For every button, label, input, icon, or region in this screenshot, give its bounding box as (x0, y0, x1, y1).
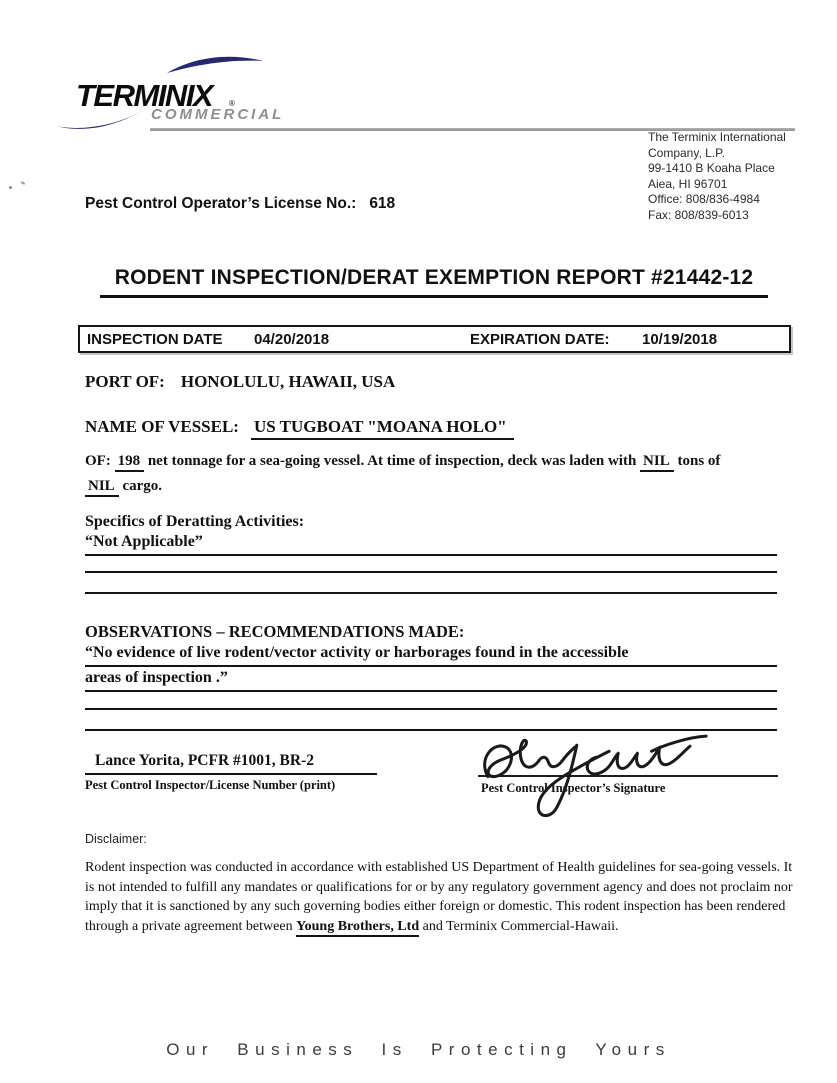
expiration-date-value: 10/19/2018 (642, 331, 718, 348)
port-value: HONOLULU, HAWAII, USA (180, 372, 396, 391)
logo-swoosh-bottom-icon (56, 104, 152, 130)
disclaimer-label: Disclaimer: (85, 832, 147, 846)
address-line: Office: 808/836-4984 (648, 192, 760, 206)
vessel-value: US TUGBOAT "MOANA HOLO" (251, 417, 514, 440)
disclaimer-text-after: and Terminix Commercial-Hawaii. (419, 918, 619, 934)
address-line: Aiea, HI 96701 (648, 176, 728, 191)
disclaimer-text-before: Rodent inspection was conducted in accordance with established US Department of Health guidelines for sea-going vessels. It is not intended to fulfill any mandates or qualifications for or by any regulatory government agency and does not proclaim nor imply that it is sanctioned by any such governing bodies either foreign or domestic. This rodent inspection has been rendered through a private agreement between (85, 860, 793, 934)
printed-name-caption: Pest Control Inspector/License Number (print) (85, 778, 336, 792)
tonnage-paragraph (85, 449, 791, 499)
license-number-line (85, 195, 395, 213)
address-line: Company, L.P. (648, 145, 725, 160)
scan-speck (21, 181, 25, 185)
terminix-logo-wordmark: TERMINIX (76, 78, 213, 113)
blank-rule-line (85, 592, 777, 594)
deratting-entry-text: “Not Applicable” (85, 533, 203, 550)
deratting-heading: Specifics of Deratting Activities: (85, 513, 305, 530)
address-line: 99-1410 B Koaha Place (648, 161, 775, 175)
vessel-line (85, 417, 514, 437)
signature-caption: Pest Control Inspector’s Signature (481, 781, 666, 795)
report-title: RODENT INSPECTION/DERAT EXEMPTION REPORT #21442-12 (100, 266, 768, 298)
observations-entry-line-2 (85, 669, 777, 692)
license-label: Pest Control Operator’s License No.: (85, 195, 357, 212)
registered-trademark-icon: ® (229, 99, 235, 108)
blank-rule-line (85, 571, 777, 573)
cargo-text: cargo. (122, 478, 163, 494)
date-bar (78, 325, 791, 353)
vessel-label: NAME OF VESSEL: (85, 417, 239, 436)
port-line (85, 372, 395, 392)
disclaimer-company-name: Young Brothers, Ltd (296, 919, 419, 937)
blank-rule-line (85, 708, 777, 710)
logo-commercial-label: COMMERCIAL (151, 106, 285, 123)
inspection-date-value: 04/20/2018 (254, 331, 330, 348)
tonnage-text: net tonnage for a sea-going vessel. At time of inspection, deck was laden with (147, 453, 637, 469)
port-label: PORT OF: (85, 372, 165, 391)
tons-text: tons of (677, 453, 721, 469)
expiration-date-label: EXPIRATION DATE: (470, 331, 610, 348)
observations-heading: OBSERVATIONS – RECOMMENDATIONS MADE: (85, 622, 465, 641)
observations-entry-line-1 (85, 644, 777, 667)
net-tonnage-value: 198 (115, 453, 145, 472)
logo-swoosh-top-icon (167, 55, 263, 73)
company-address-block (648, 130, 786, 223)
observations-text-2: areas of inspection .” (85, 669, 228, 686)
blank-rule-line (85, 729, 777, 731)
observations-text-1: “No evidence of live rodent/vector activity or harborages found in the accessible (85, 644, 629, 661)
disclaimer-paragraph (85, 858, 799, 936)
address-line: Fax: 808/839-6013 (648, 207, 749, 222)
cargo-value: NIL (85, 478, 119, 497)
cargo-line (85, 474, 791, 499)
signature-rule-line (478, 775, 778, 777)
tonnage-prefix: OF: (85, 453, 111, 469)
laden-value: NIL (640, 453, 674, 472)
deratting-entry-line (85, 533, 777, 556)
address-line: The Terminix International (648, 130, 786, 144)
footer-slogan: Our Business Is Protecting Yours (166, 1040, 671, 1059)
scan-speck (9, 186, 12, 189)
license-value: 618 (369, 195, 396, 212)
inspection-date-label: INSPECTION DATE (87, 331, 223, 348)
inspector-printed-name: Lance Yorita, PCFR #1001, BR-2 (85, 752, 377, 775)
